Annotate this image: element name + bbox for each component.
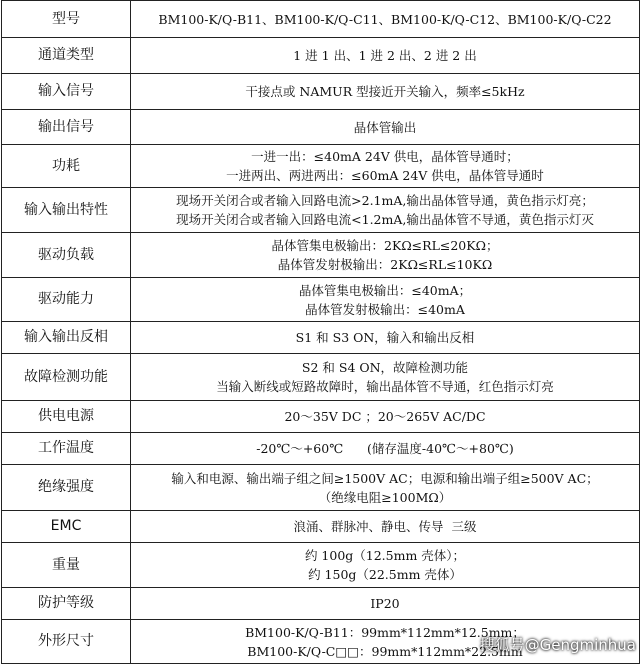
value-line: BM100-K/Q-B11：99mm*112mm*12.5mm； [245, 624, 525, 640]
table-row [2, 233, 640, 278]
value-line: 现场开关闭合或者输入回路电流<1.2mA,输出晶体管不导通，黄色指示灯灭 [176, 212, 594, 227]
row-value [131, 511, 640, 543]
value-line: 干接点或 NAMUR 型接近开关输入，频率≤5kHz [245, 84, 525, 99]
value-line: 1 进 1 出、1 进 2 出、2 进 2 出 [293, 48, 477, 63]
row-value [131, 588, 640, 620]
table-row [2, 110, 640, 145]
value-line: 一进一出：≤40mA 24V 供电，晶体管导通时； [251, 149, 519, 164]
table-row [2, 1, 640, 38]
value-line: S2 和 S4 ON，故障检测功能 [301, 360, 469, 375]
row-value [131, 110, 640, 145]
row-label: EMC [2, 511, 131, 543]
value-line: 晶体管发射极输出：≤40mA [305, 301, 465, 317]
row-label: 工作温度 [2, 433, 131, 465]
table-row [2, 543, 640, 588]
row-value [131, 74, 640, 110]
row-value [131, 401, 640, 433]
row-label: 驱动负载 [2, 233, 131, 278]
value-line: 一进两出、两进两出：≤60mA 24V 供电，晶体管导通时 [226, 168, 544, 183]
row-label: 输入信号 [2, 74, 131, 110]
value-line: S1 和 S3 ON，输入和输出反相 [295, 330, 475, 345]
row-value [131, 233, 640, 278]
table-row [2, 354, 640, 401]
row-label: 型号 [2, 1, 131, 38]
row-value [131, 543, 640, 588]
table-row [2, 74, 640, 110]
value-line: -20℃～+60℃ (储存温度-40℃～+80℃) [256, 441, 514, 456]
row-label: 绝缘强度 [2, 465, 131, 511]
row-label: 重量 [2, 543, 131, 588]
table-row [2, 38, 640, 74]
row-value [131, 354, 640, 401]
row-label: 输出信号 [2, 110, 131, 145]
table-row [2, 433, 640, 465]
table-row [2, 401, 640, 433]
watermark: 搜狐号@Gengminhua [479, 636, 636, 654]
table-row [2, 465, 640, 511]
table-row [2, 145, 640, 188]
row-label: 通道类型 [2, 38, 131, 74]
value-line: 晶体管发射极输出：2KΩ≤RL≤10KΩ [277, 257, 493, 272]
table-row [2, 188, 640, 233]
value-line: 约 100g（12.5mm 壳体）； [304, 548, 466, 563]
table-row [2, 588, 640, 620]
value-line: 晶体管集电极输出：≤40mA； [298, 282, 472, 298]
value-line: 输入和电源、输出端子组之间≥1500V AC；电源和输出端子组≥500V AC； [171, 470, 599, 486]
table-row [2, 511, 640, 543]
value-line: 浪涌、群脉冲、静电、传导 三级 [293, 519, 477, 534]
row-value [131, 38, 640, 74]
value-line: 晶体管集电极输出：2KΩ≤RL≤20KΩ； [271, 238, 499, 253]
spec-table [1, 0, 640, 664]
row-value [131, 1, 640, 38]
value-line: 当输入断线或短路故障时，输出晶体管不导通，红色指示灯亮 [216, 379, 554, 394]
value-line: 晶体管输出 [353, 119, 417, 135]
row-label: 输入输出反相 [2, 322, 131, 354]
row-label: 外形尺寸 [2, 620, 131, 664]
row-label: 供电电源 [2, 401, 131, 433]
value-line: 20～35V DC ；20～265V AC/DC [284, 409, 486, 424]
row-value [131, 465, 640, 511]
table-row [2, 278, 640, 322]
value-line: BM100-K/Q-B11、BM100-K/Q-C11、BM100-K/Q-C12、BM100-K/Q-C22 [158, 11, 612, 27]
row-value [131, 145, 640, 188]
row-label: 输入输出特性 [2, 188, 131, 233]
row-label: 防护等级 [2, 588, 131, 620]
row-value [131, 278, 640, 322]
row-value [131, 322, 640, 354]
row-label: 驱动能力 [2, 278, 131, 322]
row-value [131, 433, 640, 465]
row-label: 故障检测功能 [2, 354, 131, 401]
row-value [131, 188, 640, 233]
value-line: 现场开关闭合或者输入回路电流>2.1mA,输出晶体管导通，黄色指示灯亮； [176, 193, 594, 208]
row-label: 功耗 [2, 145, 131, 188]
value-line: 约 150g（22.5mm 壳体） [308, 567, 462, 582]
value-line: IP20 [370, 596, 400, 611]
table-row [2, 322, 640, 354]
value-line: BM100-K/Q-C□□：99mm*112mm*22.5mm [247, 643, 523, 659]
value-line: （绝缘电阻≥100MΩ） [318, 489, 452, 505]
